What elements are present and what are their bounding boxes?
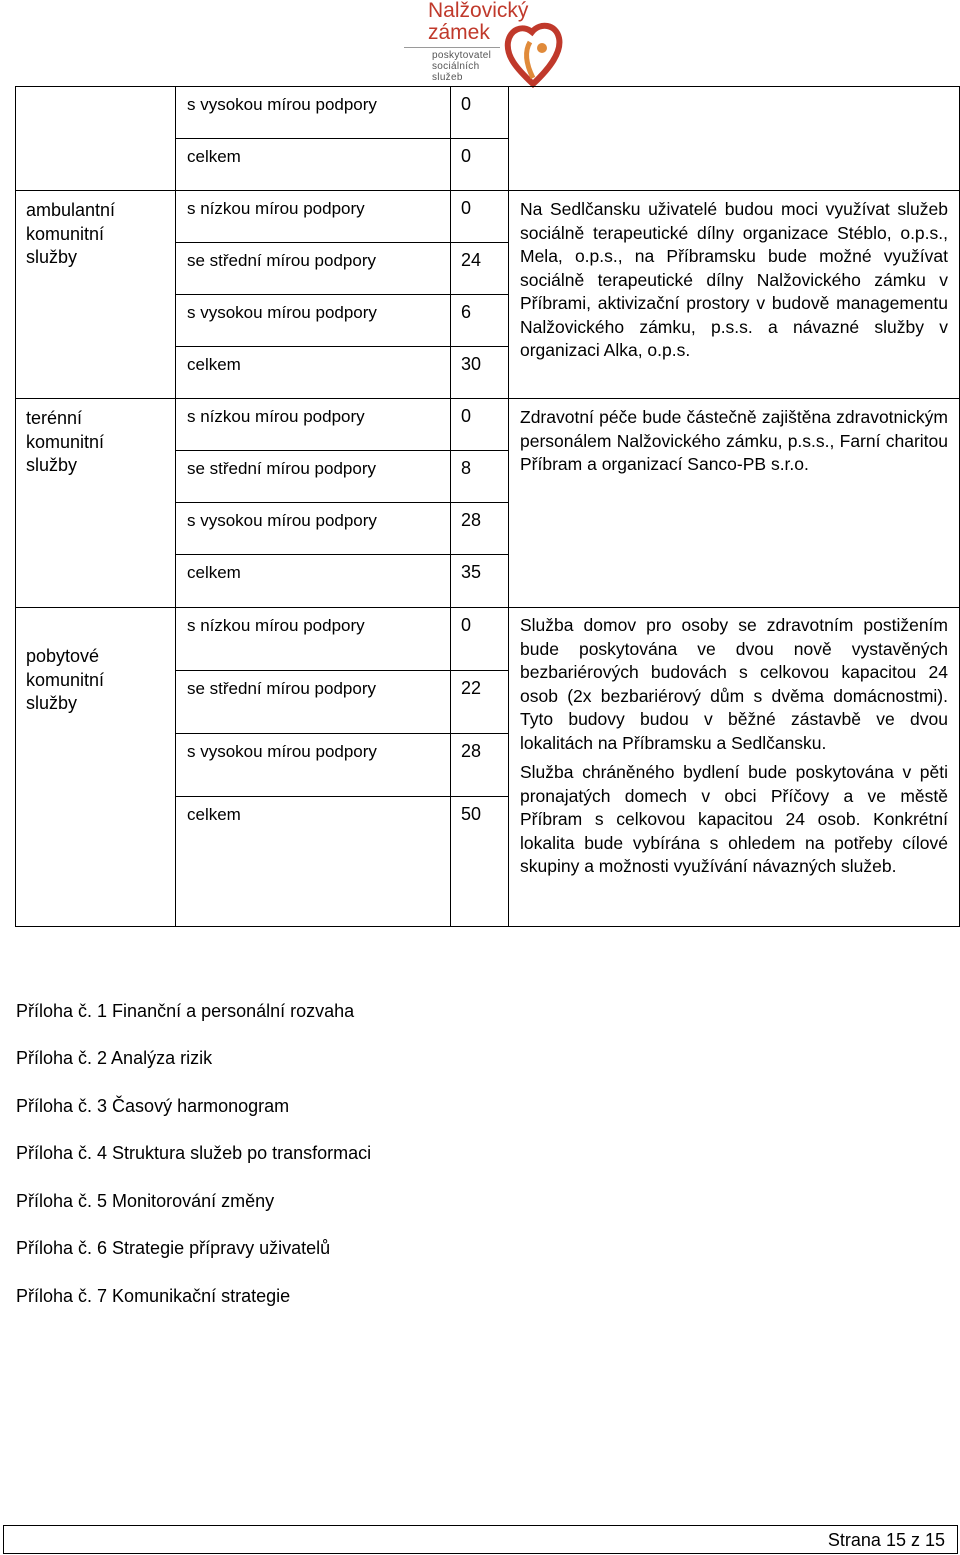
category-line: komunitní [26,223,105,244]
terenni-row-label: se střední mírou podpory [187,459,376,478]
ambulantni-row-label: s nízkou mírou podpory [187,199,365,218]
ambulantni-category [26,199,115,270]
pobytove-row-value: 28 [461,741,482,761]
ambulantni-row-value: 0 [461,198,472,218]
heart-icon [502,18,564,88]
pobytove-row-label: celkem [187,805,241,824]
terenni-row-value: 8 [461,458,472,478]
terenni-row-label: s nízkou mírou podpory [187,407,365,426]
terenni-description: Zdravotní péče bude částečně zajištěna zdravotnickým personálem Nalžovického zámku, p.s.s., Farní charitou Příbram a organizací Sanco-PB s.r.o. [520,407,948,474]
top-row2-value: 0 [461,146,472,166]
annex-item: Příloha č. 1 Finanční a personální rozvaha [16,1001,355,1021]
pobytove-row-value: 50 [461,804,482,824]
category-line: komunitní [26,431,105,452]
pobytove-description-paragraph-2: Služba chráněného bydlení bude poskytována v pěti pronajatých domech v obci Příčovy a ve městě Příbram s celkovou kapacitou 24 osob. Konkrétní lokalita bude vybírána s ohledem na potřeby cílové skupiny a možnosti využívání návazných služeb. [520,762,948,876]
pobytove-row-label: se střední mírou podpory [187,679,376,698]
terenni-row-label: s vysokou mírou podpory [187,511,377,530]
logo-title-line1: Nalžovický [428,0,529,22]
terenni-row-value: 0 [461,406,472,426]
logo-divider [404,47,500,48]
top-row1-label: s vysokou mírou podpory [187,95,377,114]
pobytove-row-label: s nízkou mírou podpory [187,616,365,635]
ambulantni-row-label: se střední mírou podpory [187,251,376,270]
pobytove-description-paragraph-1: Služba domov pro osoby se zdravotním postižením bude poskytována ve dvou nově vystavěných bezbariérových budovách s celkovou kapacitou 24 osob (2x bezbariérový dům s dvěma domácnostmi). Tyto budovy budou v běžné zástavbě ve dvou lokalitách na Příbramsku a Sedlčansku. [520,615,948,753]
terenni-row-value: 28 [461,510,482,530]
logo-title-line2: zámek [428,21,490,44]
ambulantni-row-label: s vysokou mírou podpory [187,303,377,322]
pobytove-row-label: s vysokou mírou podpory [187,742,377,761]
category-line: služby [26,455,78,475]
annex-item: Příloha č. 3 Časový harmonogram [16,1096,290,1116]
pobytove-row-value: 0 [461,615,472,635]
logo-subtitle-line1: poskytovatel [432,50,492,61]
page-footer [3,1525,958,1554]
pobytove-category [26,645,104,716]
category-line: služby [26,247,78,267]
category-line: terénní [26,408,83,428]
category-line: komunitní [26,669,105,690]
annex-item: Příloha č. 6 Strategie přípravy uživatelů [16,1238,331,1258]
category-line: ambulantní [26,200,116,220]
ambulantni-description: Na Sedlčansku uživatelé budou moci využívat služeb sociálně terapeutické dílny organizace Stéblo, o.p.s., Mela, o.p.s., na Příbramsku bude možné využívat sociálně terapeutické dílny Nalžovického zámku v Příbrami, aktivizační prostory v budově managementu Nalžovického zámku, p.s.s. a návazné služby v organizaci Alka, o.p.s. [520,199,948,360]
logo-subtitle-line3: služeb [432,72,463,83]
ambulantni-row-label: celkem [187,355,241,374]
logo-subtitle-line2: sociálních [432,61,480,72]
top-row1-value: 0 [461,94,472,114]
terenni-row-value: 35 [461,562,482,582]
top-row2-label: celkem [187,147,241,166]
ambulantni-row-value: 30 [461,354,482,374]
pobytove-description [520,614,948,885]
category-line: služby [26,693,78,713]
annex-item: Příloha č. 4 Struktura služeb po transformaci [16,1143,372,1163]
annex-item: Příloha č. 7 Komunikační strategie [16,1286,291,1306]
logo-subtitle [432,50,491,83]
annex-item: Příloha č. 2 Analýza rizik [16,1048,213,1068]
pobytove-row-value: 22 [461,678,482,698]
organization-logo [402,0,567,86]
ambulantni-row-value: 24 [461,250,482,270]
category-line: pobytové [26,646,100,666]
terenni-row-label: celkem [187,563,241,582]
annex-item: Příloha č. 5 Monitorování změny [16,1191,275,1211]
terenni-category [26,407,104,478]
page-number: Strana 15 z 15 [827,1530,945,1550]
ambulantni-row-value: 6 [461,302,472,322]
